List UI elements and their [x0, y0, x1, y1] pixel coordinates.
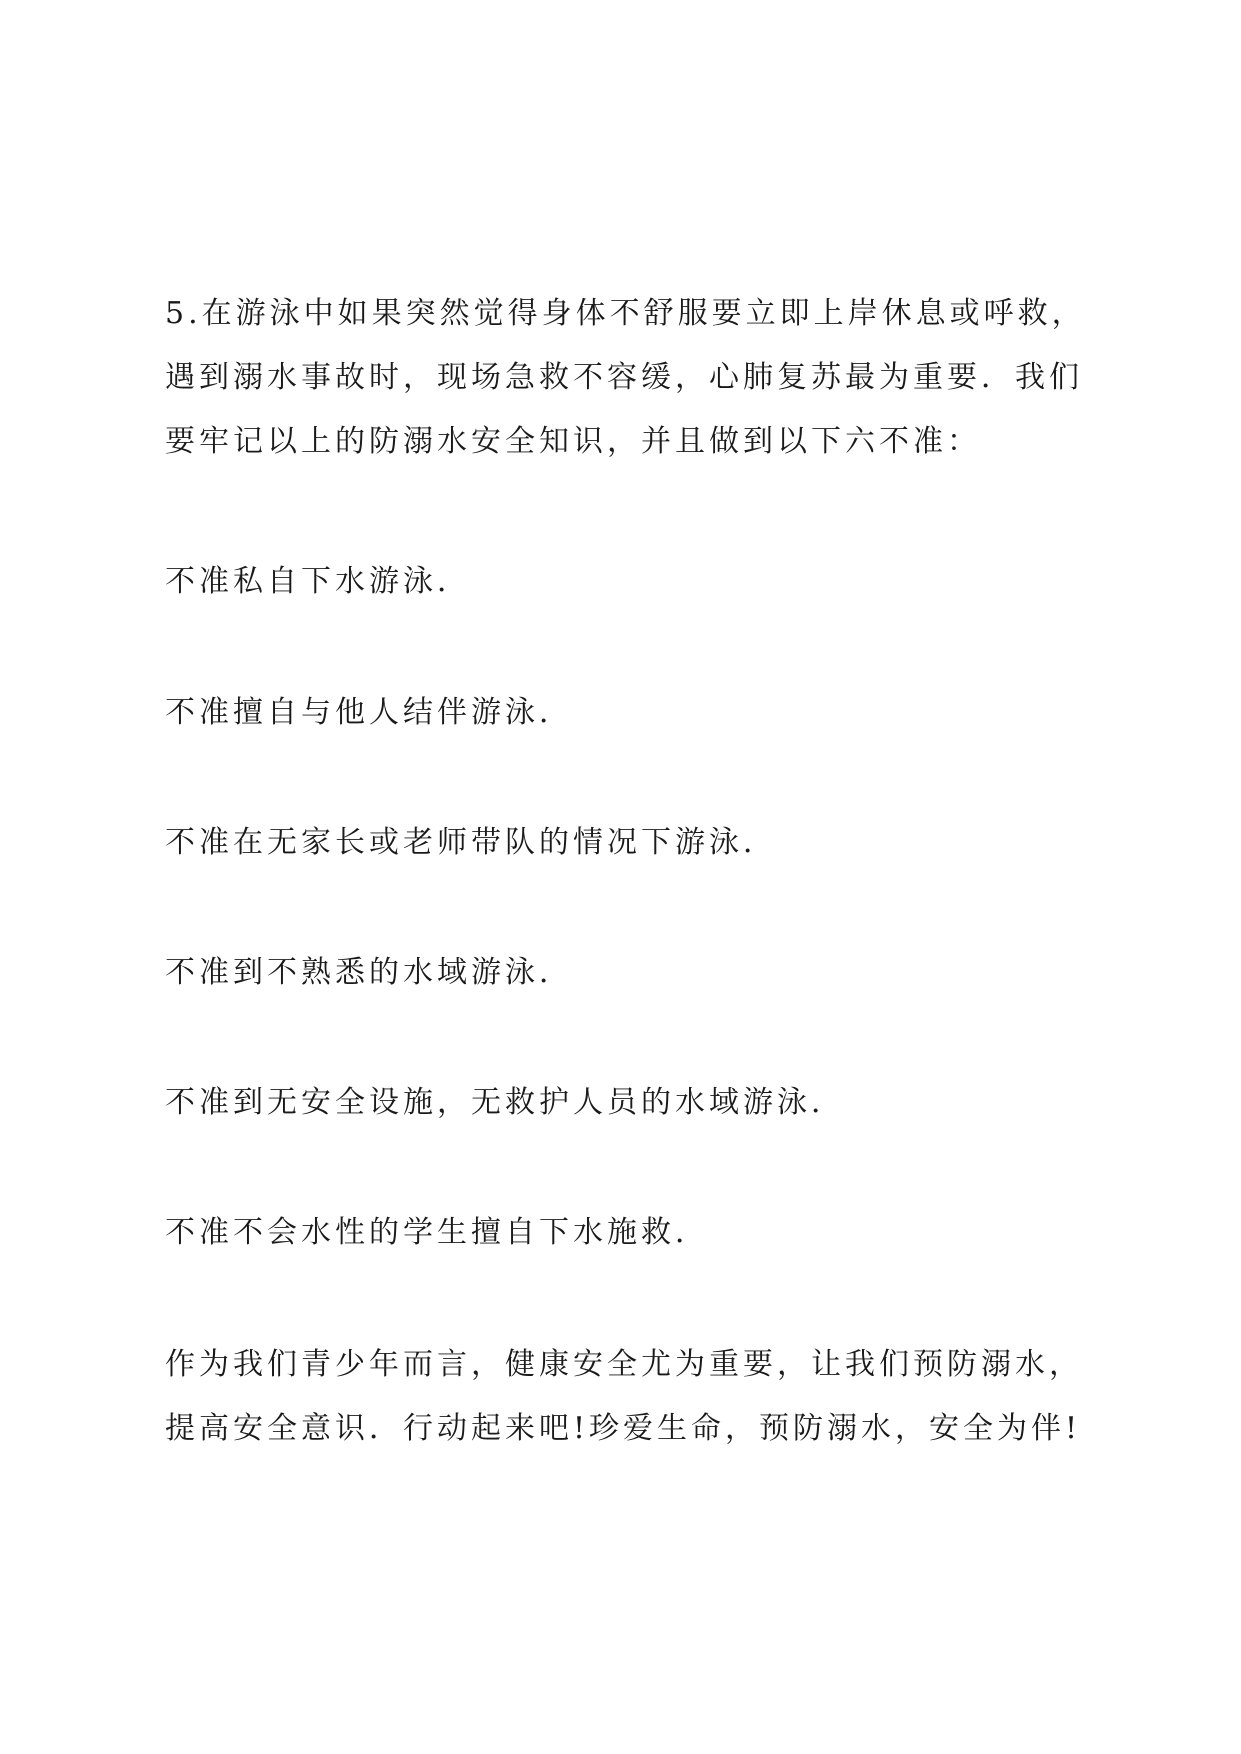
rule-item: 不准擅自与他人结伴游泳． — [165, 695, 573, 730]
rule-item: 不准在无家长或老师带队的情况下游泳． — [165, 825, 777, 860]
intro-paragraph: 5.在游泳中如果突然觉得身体不舒服要立即上岸休息或呼救，遇到溺水事故时，现场急救不容缓，心肺复苏最为重要．我们要牢记以上的防溺水安全知识，并且做到以下六不准： — [165, 296, 1086, 459]
rule-item: 不准到不熟悉的水域游泳． — [165, 955, 573, 990]
rule-item: 不准私自下水游泳． — [165, 564, 471, 599]
rule-item: 不准不会水性的学生擅自下水施救． — [165, 1215, 709, 1250]
rule-item: 不准到无安全设施，无救护人员的水域游泳． — [165, 1085, 845, 1120]
closing-paragraph: 作为我们青少年而言，健康安全尤为重要，让我们预防溺水，提高安全意识．行动起来吧!珍爱生命，预防溺水，安全为伴! — [165, 1347, 1083, 1446]
